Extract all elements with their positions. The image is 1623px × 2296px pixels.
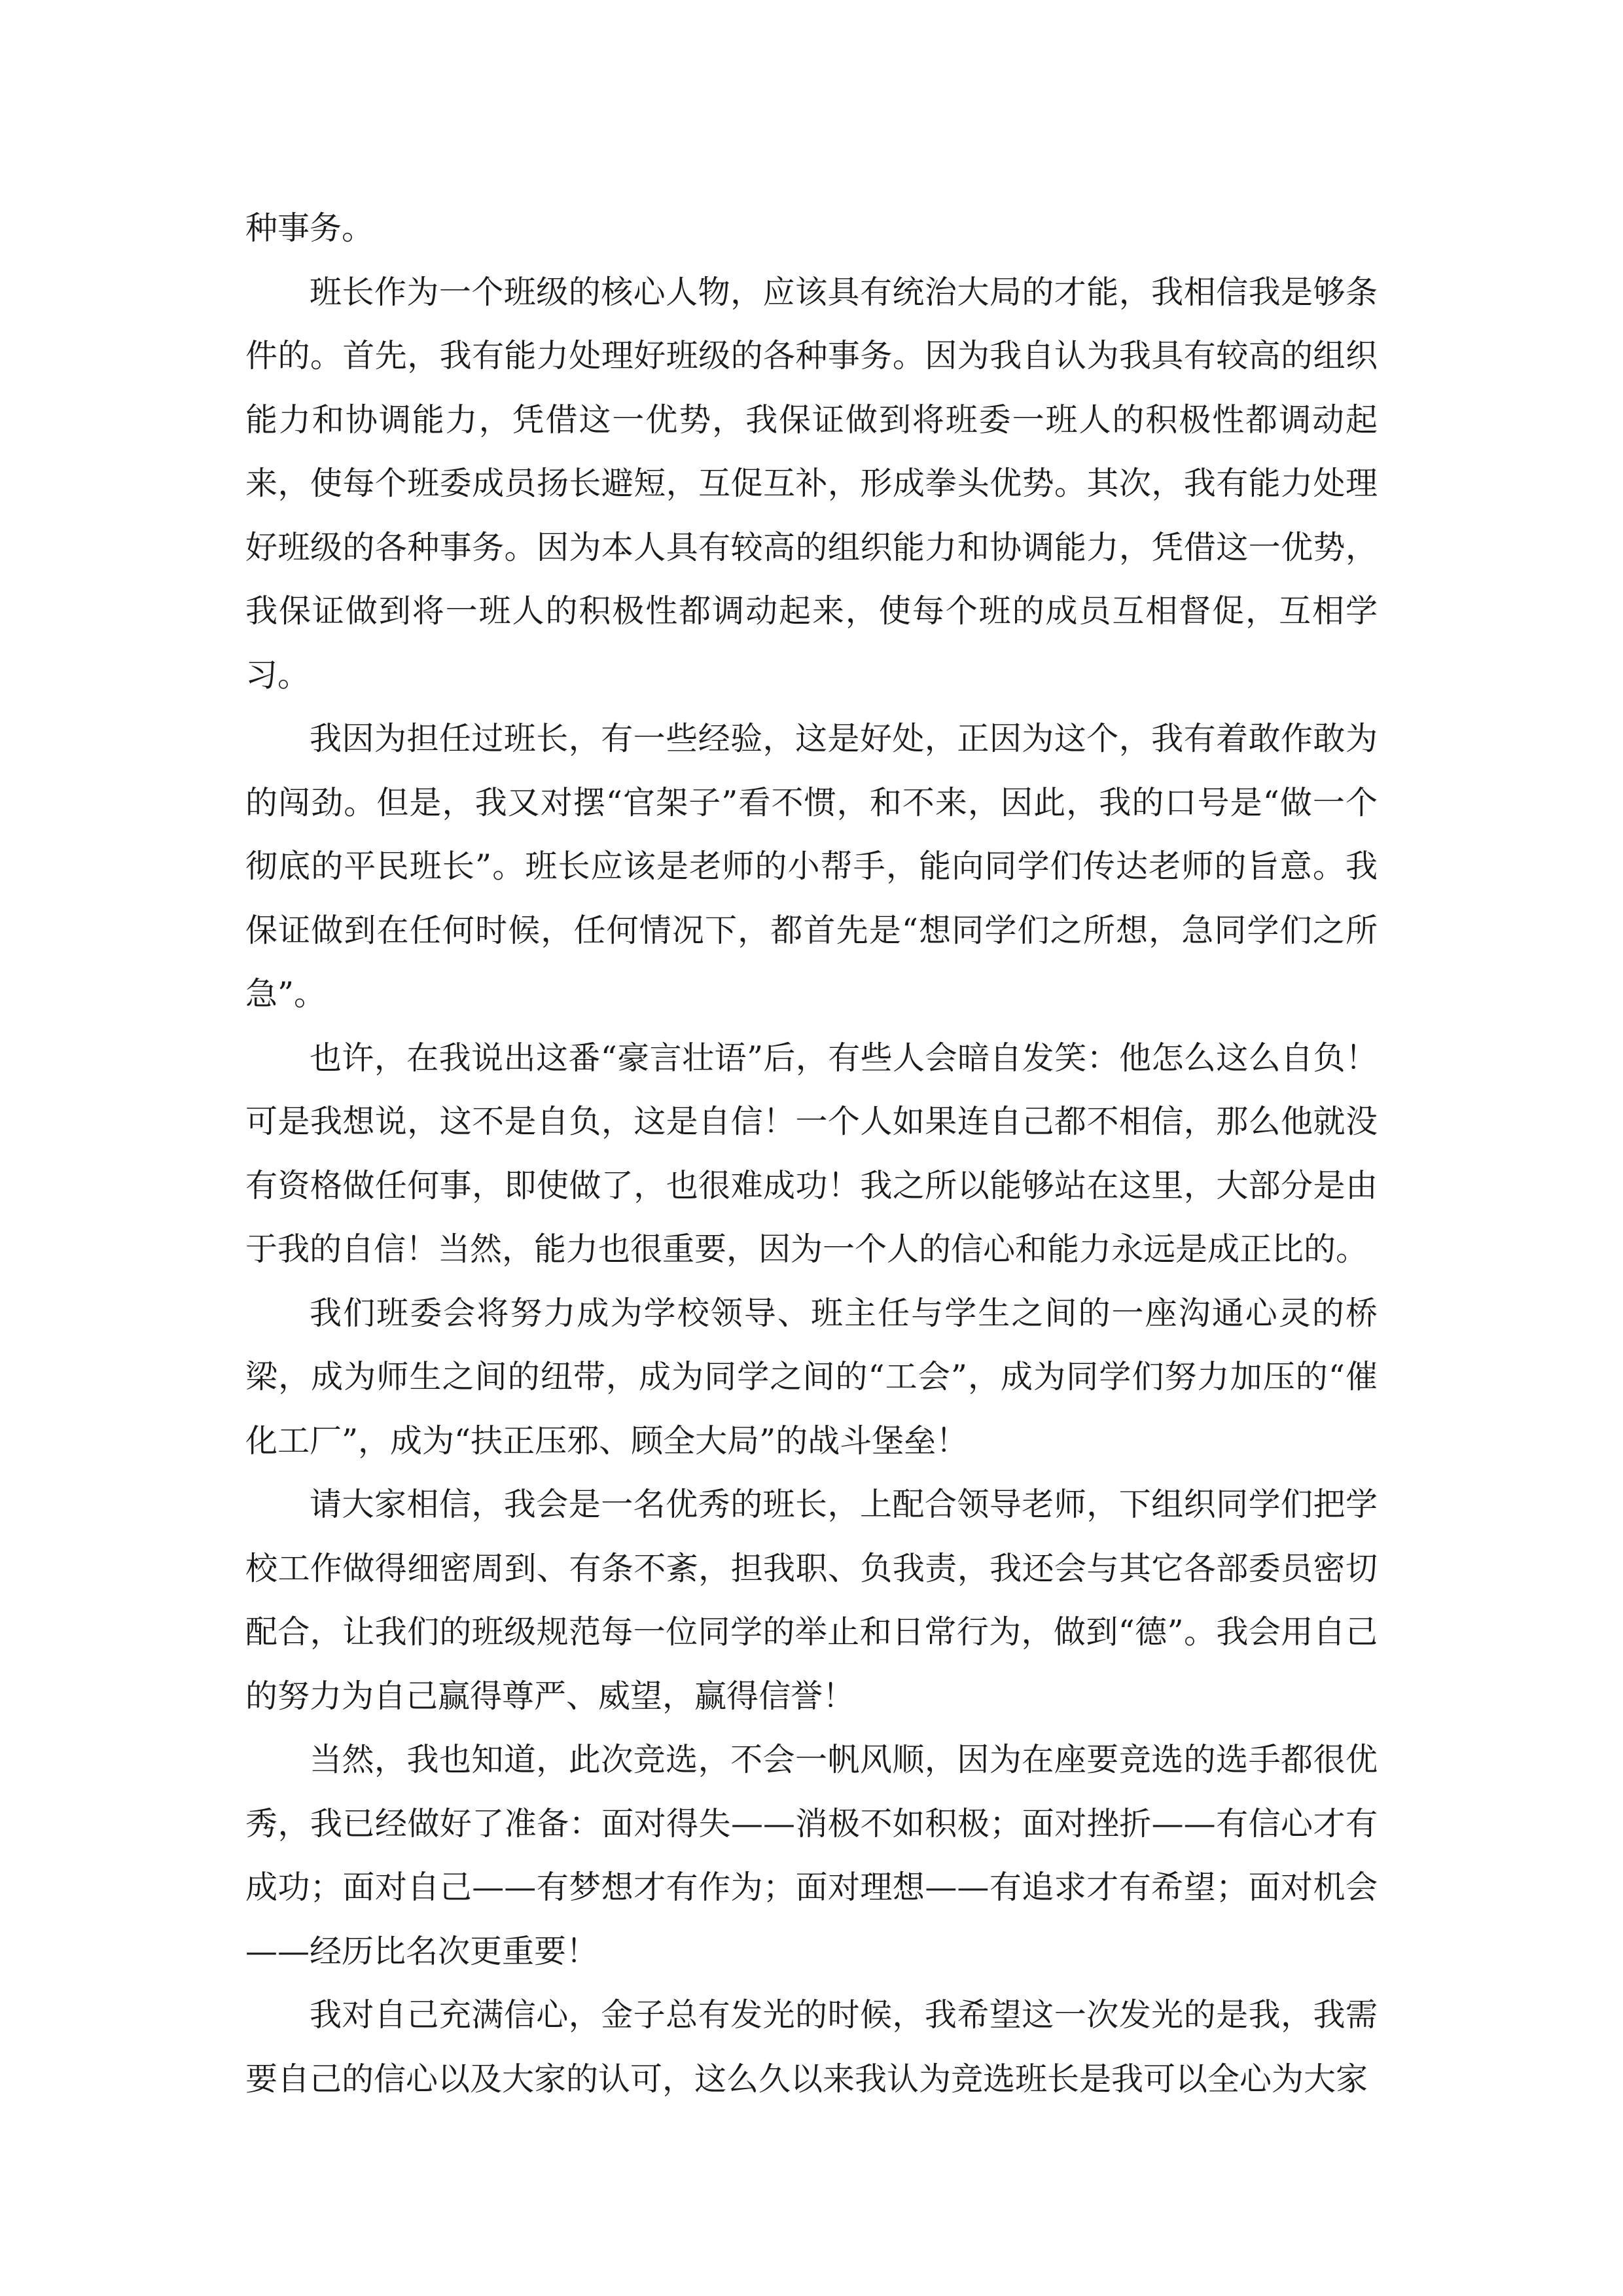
- paragraph: 班长作为一个班级的核心人物，应该具有统治大局的才能，我相信我是够条件的。首先，我有能力处理好班级的各种事务。因为我自认为我具有较高的组织能力和协调能力，凭借这一优势，我保证做到将班委一班人的积极性都调动起来，使每个班委成员扬长避短，互促互补，形成拳头优势。其次，我有能力处理好班级的各种事务。因为本人具有较高的组织能力和协调能力，凭借这一优势，我保证做到将一班人的积极性都调动起来，使每个班的成员互相督促，互相学习。: [245, 273, 1378, 694]
- document-body: [245, 196, 1378, 2111]
- paragraph: 当然，我也知道，此次竞选，不会一帆风顺，因为在座要竞选的选手都很优秀，我已经做好了准备：面对得失——消极不如积极；面对挫折——有信心才有成功；面对自己——有梦想才有作为；面对理想——有追求才有希望；面对机会——经历比名次更重要！: [245, 1741, 1378, 1970]
- paragraph: 我因为担任过班长，有一些经验，这是好处，正因为这个，我有着敢作敢为的闯劲。但是，我又对摆“官架子”看不惯，和不来，因此，我的口号是“做一个彻底的平民班长”。班长应该是老师的小帮手，能向同学们传达老师的旨意。我保证做到在任何时候，任何情况下，都首先是“想同学们之所想，急同学们之所急”。: [245, 720, 1378, 1013]
- paragraph: 请大家相信，我会是一名优秀的班长，上配合领导老师，下组织同学们把学校工作做得细密周到、有条不紊，担我职、负我责，我还会与其它各部委员密切配合，让我们的班级规范每一位同学的举止和日常行为，做到“德”。我会用自己的努力为自己赢得尊严、威望，赢得信誉！: [245, 1486, 1378, 1715]
- paragraph: 我对自己充满信心，金子总有发光的时候，我希望这一次发光的是我，我需要自己的信心以及大家的认可，这么久以来我认为竞选班长是我可以全心为大家: [245, 1996, 1378, 2098]
- paragraph: 种事务。: [245, 209, 374, 247]
- paragraph: 我们班委会将努力成为学校领导、班主任与学生之间的一座沟通心灵的桥梁，成为师生之间的纽带，成为同学之间的“工会”，成为同学们努力加压的“催化工厂”，成为“扶正压邪、顾全大局”的战斗堡垒！: [245, 1294, 1378, 1460]
- paragraph: 也许，在我说出这番“豪言壮语”后，有些人会暗自发笑：他怎么这么自负！可是我想说，这不是自负，这是自信！一个人如果连自己都不相信，那么他就没有资格做任何事，即使做了，也很难成功！我之所以能够站在这里，大部分是由于我的自信！当然，能力也很重要，因为一个人的信心和能力永远是成正比的。: [245, 1039, 1378, 1268]
